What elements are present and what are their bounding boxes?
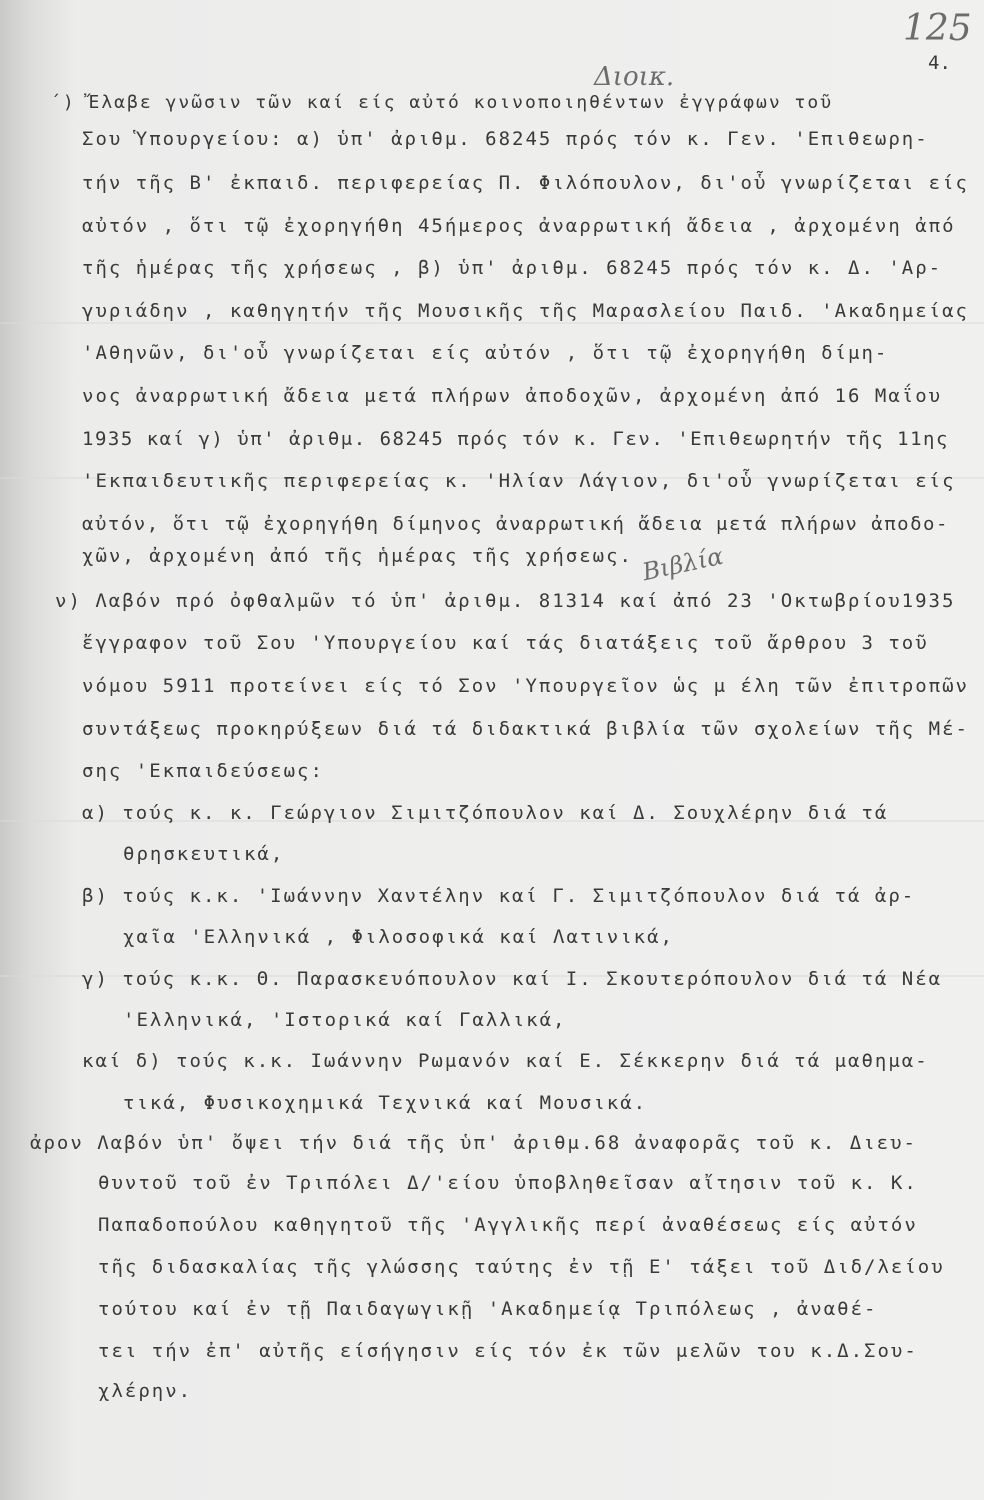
text-line: 'Αθηνῶν, δι'οὗ γνωρίζεται είς αὐτόν , ὅτι τῷ ἐχορηγήθη δίμη- [82, 342, 889, 364]
text-line: τούτου καί ἐν τῇ Παιδαγωγικῇ 'Ακαδημείᾳ Τριπόλεως , ἀναθέ- [98, 1298, 878, 1320]
text-line: 1935 καί γ) ὑπ' ἀριθμ. 68245 πρός τόν κ. Γεν. 'Επιθεωρητήν τῆς 11ης [82, 428, 949, 450]
text-line: 'Εκπαιδευτικῆς περιφερείας κ. 'Ηλίαν Λάγιον, δι'οὗ γνωρίζεται είς [82, 470, 956, 492]
text-line: καί δ) τούς κ.κ. Ιωάννην Ρωμανόν καί Ε. Σέκκερην διά τά μαθημα- [82, 1050, 929, 1072]
text-line: σης 'Εκπαιδεύσεως: [82, 760, 324, 782]
text-line: τήν τῆς Β' ἐκπαιδ. περιφερείας Π. Φιλόπουλον, δι'οὗ γνωρίζεται είς [82, 172, 969, 194]
handwritten-note: Βιβλία [639, 541, 726, 587]
text-line: γ) τούς κ.κ. Θ. Παρασκευόπουλον καί Ι. Σκουτερόπουλον διά τά Νέα [82, 968, 943, 990]
text-line: γυριάδην , καθηγητήν τῆς Μουσικῆς τῆς Μαρασλείου Παιδ. 'Ακαδημείας [82, 300, 969, 322]
text-line: τικά, Φυσικοχημικά Τεχνικά καί Μουσικά. [123, 1092, 648, 1114]
handwritten-note: Διοικ. [594, 62, 675, 92]
text-line: χαῖα 'Ελληνικά , Φιλοσοφικά καί Λατινικά, [123, 926, 674, 948]
text-line: 'Ελληνικά, 'Ιστορικά καί Γαλλικά, [123, 1009, 567, 1031]
text-line: αὐτόν , ὅτι τῷ ἐχορηγήθη 45ήμερος ἀναρρωτική ἄδεια , ἀρχομένη ἀπό [82, 215, 956, 237]
bleed-through-mark [0, 322, 984, 324]
text-line: χλέρην. [98, 1380, 193, 1402]
text-line: χῶν, ἀρχομένη ἀπό τῆς ἡμέρας τῆς χρήσεως. [82, 545, 633, 567]
text-line: α) τούς κ. κ. Γεώργιον Σιμιτζόπουλον καί Δ. Σουχλέρην διά τά [82, 802, 889, 824]
text-line: β) τούς κ.κ. 'Ιωάννην Χαντέλην καί Γ. Σιμιτζόπουλον διά τά ἀρ- [82, 885, 916, 907]
text-line: Σου Ὑπουργείου: α) ὑπ' ἀριθμ. 68245 πρός τόν κ. Γεν. 'Επιθεωρη- [82, 128, 929, 150]
page-number: 4. [928, 52, 951, 74]
text-line: Παπαδοπούλου καθηγητοῦ τῆς 'Αγγλικῆς περί ἀναθέσεως είς αὐτόν [98, 1214, 918, 1236]
text-line: τει τήν ἐπ' αὐτῆς είσήγησιν είς τόν ἐκ τῶν μελῶν του κ.Δ.Σου- [98, 1340, 918, 1362]
text-line: συντάξεως προκηρύξεων διά τά διδακτικά βιβλία τῶν σχολείων τῆς Μέ- [82, 718, 969, 740]
handwritten-folio-number: 125 [903, 8, 972, 49]
text-line: αὐτόν, ὅτι τῷ ἐχορηγήθη δίμηνος ἀναρρωτική ἄδεια μετά πλήρων ἀποδο- [82, 513, 949, 535]
text-line: ν) Λαβόν πρό ὀφθαλμῶν τό ὑπ' ἀριθμ. 81314 καί ἀπό 23 'Οκτωβρίου1935 [55, 590, 956, 612]
text-line: θυντοῦ τοῦ ἐν Τριπόλει Δ/'είου ὑποβληθεῖσαν αἴτησιν τοῦ κ. Κ. [98, 1172, 918, 1194]
text-line: νος ἀναρρωτική ἄδεια μετά πλήρων ἀποδοχῶν, ἀρχομένη ἀπό 16 Μαΐου [82, 385, 943, 407]
text-line: ἀρον Λαβόν ὑπ' ὄψει τήν διά τῆς ὑπ' ἀριθμ.68 ἀναφορᾶς τοῦ κ. Διευ- [30, 1132, 917, 1154]
text-line: τῆς ἡμέρας τῆς χρήσεως , β) ὑπ' ἀριθμ. 68245 πρός τόν κ. Δ. 'Αρ- [82, 257, 943, 279]
text-line: θρησκευτικά, [123, 843, 285, 865]
text-line: ΄) Ἔλαβε γνῶσιν τῶν καί είς αὐτό κοινοποιηθέντων ἐγγράφων τοῦ [50, 92, 834, 113]
text-line: νόμου 5911 προτείνει είς τό Σον 'Υπουργεῖον ὡς μ έλη τῶν ἐπιτροπῶν [82, 675, 969, 697]
text-line: τῆς διδασκαλίας τῆς γλώσσης ταύτης ἐν τῇ Ε' τάξει τοῦ Διδ/λείου [98, 1256, 945, 1278]
text-line: ἔγγραφον τοῦ Σου 'Υπουργείου καί τάς διατάξεις τοῦ ἄρθρου 3 τοῦ [82, 632, 929, 654]
